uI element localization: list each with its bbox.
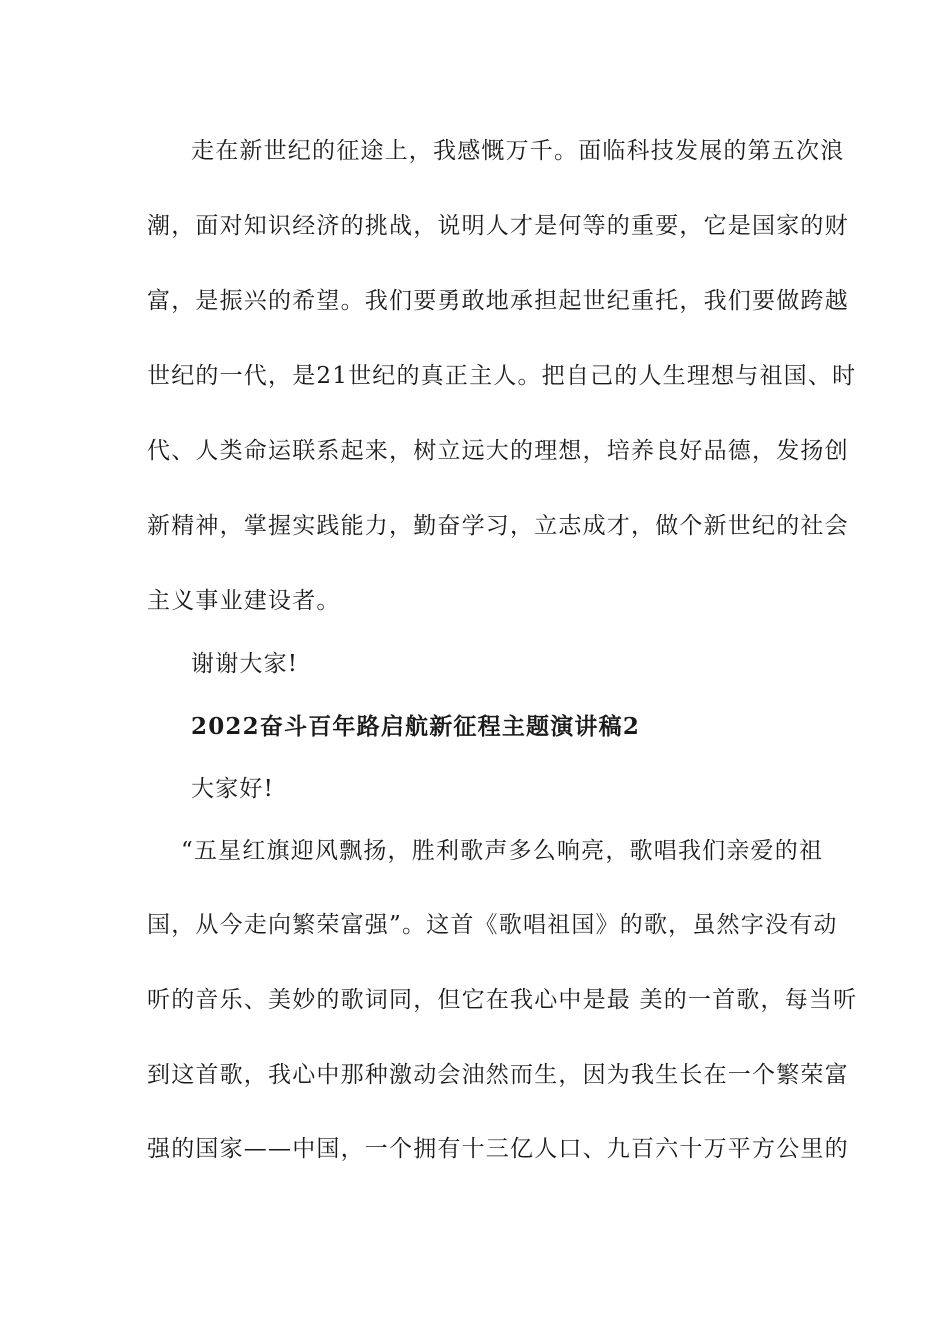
paragraph-1-line-1: 走在新世纪的征途上，我感慨万千。面临科技发展的第五次浪 xyxy=(191,138,845,164)
paragraph-1-line-5: 代、人类命运联系起来，树立远大的理想，培养良好品德，发扬创 xyxy=(147,438,849,464)
section-heading: 2022奋斗百年路启航新征程主题演讲稿2 xyxy=(191,713,641,740)
paragraph-1-line-7: 主义事业建设者。 xyxy=(147,588,341,614)
paragraph-1-line-2: 潮，面对知识经济的挑战，说明人才是何等的重要，它是国家的财 xyxy=(147,213,849,239)
greeting-text: 大家好! xyxy=(191,776,275,802)
paragraph-2-line-4: 到这首歌，我心中那种激动会油然而生，因为我生长在一个繁荣富 xyxy=(147,1062,849,1088)
paragraph-2-line-2: 国，从今走向繁荣富强”。这首《歌唱祖国》的歌，虽然字没有动 xyxy=(147,912,838,938)
paragraph-2-line-3: 听的音乐、美妙的歌词同，但它在我心中是最 美的一首歌，每当听 xyxy=(147,987,858,1013)
paragraph-1-line-3: 富，是振兴的希望。我们要勇敢地承担起世纪重托，我们要做跨越 xyxy=(147,288,849,314)
paragraph-2-line-5: 强的国家——中国，一个拥有十三亿人口、九百六十万平方公里的 xyxy=(147,1136,849,1162)
closing-text: 谢谢大家! xyxy=(191,651,299,677)
paragraph-2-line-1: “五星红旗迎风飘扬，胜利歌声多么响亮，歌唱我们亲爱的祖 xyxy=(181,838,824,864)
paragraph-1-line-6: 新精神，掌握实践能力，勤奋学习，立志成才，做个新世纪的社会 xyxy=(147,513,849,539)
paragraph-1-line-4: 世纪的一代，是21世纪的真正主人。把自己的人生理想与祖国、时 xyxy=(147,363,857,389)
